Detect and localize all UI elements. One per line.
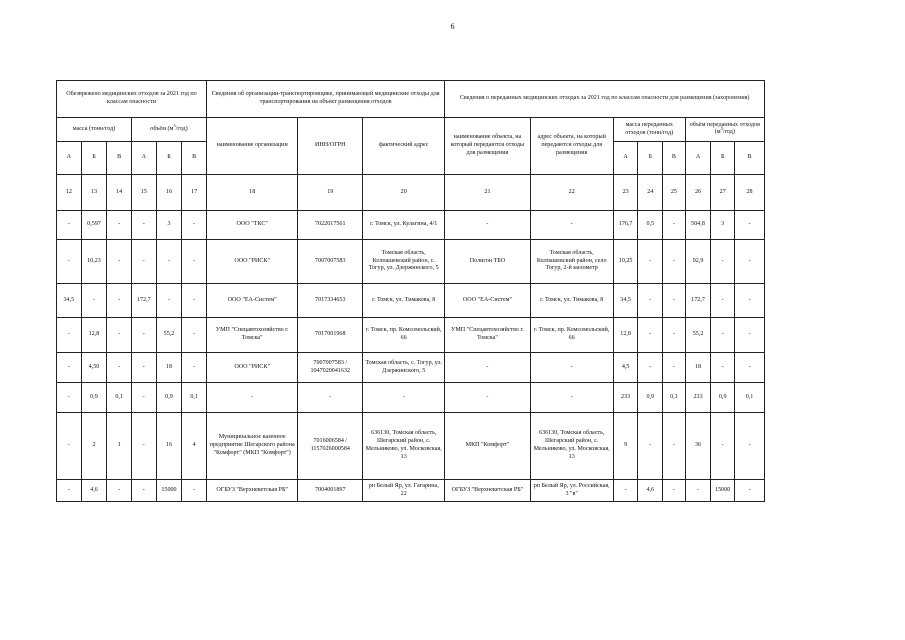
table-cell: -: [663, 480, 686, 502]
table-cell: -: [530, 353, 613, 383]
table-cell: -: [711, 413, 735, 480]
column-number: 24: [638, 175, 663, 211]
table-row: [57, 318, 765, 353]
table-cell: -: [663, 211, 686, 240]
table-cell: г. Томск, ул. Кулагина, 4/1: [363, 211, 445, 240]
table-cell: -: [735, 318, 765, 353]
table-cell: -: [735, 240, 765, 284]
table-cell: -: [131, 383, 156, 413]
table-cell: -: [57, 413, 82, 480]
class-cell: Б: [638, 142, 663, 175]
table-cell: Муниципальное казенное предприятие Шегарского района "Комфорт" (МКП "Комфорт"): [206, 413, 297, 480]
column-number: 20: [363, 175, 445, 211]
table-cell: -: [613, 480, 638, 502]
table-cell: 172,7: [131, 284, 156, 318]
table-cell: 636130, Томская область, Шегарский район, с. Мельниково, ул. Московская, 13: [363, 413, 445, 480]
header-inn: ИНН/ОГРН: [298, 118, 363, 175]
table-cell: 172,7: [685, 284, 711, 318]
table-cell: 504,8: [685, 211, 711, 240]
column-number: 25: [663, 175, 686, 211]
table-cell: -: [663, 413, 686, 480]
table-cell: -: [735, 284, 765, 318]
table-cell: г. Томск, пр. Комсомольский, 66: [363, 318, 445, 353]
table-cell: -: [445, 353, 530, 383]
page-number: 6: [450, 22, 455, 31]
table-cell: -: [57, 480, 82, 502]
table-cell: -: [57, 353, 82, 383]
table-cell: г. Томск, ул. Тимакова, 8: [363, 284, 445, 318]
table-cell: рп Белый Яр, ул. Гагарина, 22: [363, 480, 445, 502]
table-cell: 34,5: [613, 284, 638, 318]
table-cell: МКП "Комфорт": [445, 413, 530, 480]
table-cell: 16: [156, 413, 182, 480]
table-cell: -: [711, 284, 735, 318]
table-cell: -: [107, 211, 132, 240]
header-disposed: Обезврежено медицинских отходов за 2021 год по классам опасности: [57, 81, 207, 118]
table-cell: -: [131, 480, 156, 502]
column-number: 21: [445, 175, 530, 211]
table-cell: 0,1: [107, 383, 132, 413]
table-cell: 4,5: [613, 353, 638, 383]
column-number-row: [57, 175, 765, 211]
class-cell: В: [182, 142, 207, 175]
table-cell: 10,25: [613, 240, 638, 284]
table-cell: -: [638, 318, 663, 353]
table-cell: 36: [685, 413, 711, 480]
table-cell: -: [711, 240, 735, 284]
column-number: 27: [711, 175, 735, 211]
table-cell: -: [131, 353, 156, 383]
table-cell: -: [206, 383, 297, 413]
table-cell: -: [735, 211, 765, 240]
table-cell: г. Томск, пр. Комсомольский, 66: [530, 318, 613, 353]
table-cell: -: [530, 211, 613, 240]
table-cell: -: [57, 318, 82, 353]
table-cell: УМП "Спецавтохозяйство г. Томска": [206, 318, 297, 353]
table-cell: -: [638, 413, 663, 480]
table-cell: 3: [156, 211, 182, 240]
table-cell: 7007007583: [298, 240, 363, 284]
table-cell: 15000: [711, 480, 735, 502]
class-cell: В: [735, 142, 765, 175]
table-cell: -: [182, 353, 207, 383]
table-cell: УМП "Спецавтохозяйство г. Томска": [445, 318, 530, 353]
table-cell: -: [182, 211, 207, 240]
table-cell: рп Белый Яр, ул. Российская, 3 "в": [530, 480, 613, 502]
table-cell: 233: [613, 383, 638, 413]
table-cell: 18: [156, 353, 182, 383]
table-cell: -: [182, 284, 207, 318]
table-cell: -: [663, 240, 686, 284]
table-cell: 0,1: [735, 383, 765, 413]
table-row: [57, 353, 765, 383]
table-cell: 7007007583 / 1047020041632: [298, 353, 363, 383]
table-cell: -: [663, 318, 686, 353]
table-cell: ОГБУЗ "Верхнекетская РБ": [206, 480, 297, 502]
table-cell: -: [638, 284, 663, 318]
table-cell: -: [57, 383, 82, 413]
header-transferred-volume: объём переданных отходов $(м^3/год)$: [685, 118, 764, 142]
table-cell: 176,7: [613, 211, 638, 240]
table-cell: -: [445, 211, 530, 240]
table-cell: ООО "РИСК": [206, 353, 297, 383]
header-transporter: Сведения об организации-транспортировщике, принимающей медицинские отходы для транспортирования на объект размещения отходов: [206, 81, 444, 118]
table-cell: 636130, Томская область, Шегарский район, с. Мельниково, ул. Московская, 13: [530, 413, 613, 480]
table-row: [57, 383, 765, 413]
table-cell: 0,9: [638, 383, 663, 413]
header-org-name: наименование организации: [206, 118, 297, 175]
class-cell: А: [613, 142, 638, 175]
table-cell: -: [711, 353, 735, 383]
class-cell: А: [685, 142, 711, 175]
table-cell: -: [131, 413, 156, 480]
table-cell: -: [156, 284, 182, 318]
table-row: [57, 240, 765, 284]
table-cell: -: [663, 284, 686, 318]
table-cell: 7017001968: [298, 318, 363, 353]
column-number: 26: [685, 175, 711, 211]
table-cell: Полигон ТБО: [445, 240, 530, 284]
table-cell: -: [735, 413, 765, 480]
table-row: [57, 211, 765, 240]
table-cell: -: [156, 240, 182, 284]
table-cell: 3: [711, 211, 735, 240]
table-cell: 55,2: [685, 318, 711, 353]
table-cell: 55,2: [156, 318, 182, 353]
table-cell: 7017334653: [298, 284, 363, 318]
table-cell: ООО "ЕА-Систем": [206, 284, 297, 318]
header-mass: масса (тонн/год): [57, 118, 132, 142]
table-cell: ООО "РИСК": [206, 240, 297, 284]
column-number: 28: [735, 175, 765, 211]
table-cell: 9: [613, 413, 638, 480]
table-cell: 233: [685, 383, 711, 413]
table-cell: -: [711, 318, 735, 353]
table-cell: -: [182, 240, 207, 284]
table-cell: -: [57, 240, 82, 284]
column-number: 14: [107, 175, 132, 211]
header-object-name: наименование объекта, на который передаются отходы для размещения: [445, 118, 530, 175]
table-cell: -: [530, 383, 613, 413]
column-number: 22: [530, 175, 613, 211]
table-cell: Томская область, Колпашевский район, село Тогур, 2-й километр: [530, 240, 613, 284]
class-cell: А: [57, 142, 82, 175]
table-cell: 7016006584 / 1157026000584: [298, 413, 363, 480]
table-cell: 0,597: [81, 211, 107, 240]
table-cell: Томская область, с. Тогур, ул. Дзержинского, 5: [363, 353, 445, 383]
class-cell: Б: [711, 142, 735, 175]
table-cell: -: [663, 353, 686, 383]
table-cell: г. Томск, ул. Тимакова, 8: [530, 284, 613, 318]
table-cell: -: [107, 240, 132, 284]
table-cell: 4,6: [638, 480, 663, 502]
table-cell: 1: [107, 413, 132, 480]
column-number: 16: [156, 175, 182, 211]
table-row: [57, 413, 765, 480]
table-cell: -: [182, 318, 207, 353]
table-cell: -: [107, 318, 132, 353]
table-cell: -: [298, 383, 363, 413]
class-cell: А: [131, 142, 156, 175]
class-cell: В: [663, 142, 686, 175]
column-number: 19: [298, 175, 363, 211]
table-cell: 0,9: [711, 383, 735, 413]
table-cell: -: [81, 284, 107, 318]
table-cell: 0,9: [81, 383, 107, 413]
table-cell: 18: [685, 353, 711, 383]
table-cell: 12,8: [613, 318, 638, 353]
header-row-subgroups: [57, 118, 765, 142]
table-cell: -: [445, 383, 530, 413]
header-object-address: адрес объекта, на который передаются отходы для размещения: [530, 118, 613, 175]
table-cell: 2: [81, 413, 107, 480]
header-transferred-mass: масса переданных отходов (тонн/год): [613, 118, 685, 142]
class-cell: В: [107, 142, 132, 175]
table-cell: Томская область, Колпашевский район, с. Тогур, ул. Дзержинского, 5: [363, 240, 445, 284]
table-cell: -: [638, 353, 663, 383]
table-cell: -: [107, 353, 132, 383]
medical-waste-table: [56, 80, 765, 502]
table-cell: 0,1: [663, 383, 686, 413]
table-cell: -: [107, 480, 132, 502]
table-cell: 4,6: [81, 480, 107, 502]
table-cell: -: [363, 383, 445, 413]
column-number: 12: [57, 175, 82, 211]
column-number: 23: [613, 175, 638, 211]
table-cell: ООО "ТКС": [206, 211, 297, 240]
table-cell: 7004001897: [298, 480, 363, 502]
table-cell: 10,23: [81, 240, 107, 284]
table-cell: 0,5: [638, 211, 663, 240]
column-number: 17: [182, 175, 207, 211]
column-number: 15: [131, 175, 156, 211]
table-cell: ООО "ЕА-Систем": [445, 284, 530, 318]
header-actual-address: фактический адрес: [363, 118, 445, 175]
table-cell: -: [182, 480, 207, 502]
table-cell: 7022017561: [298, 211, 363, 240]
table-cell: -: [131, 240, 156, 284]
class-cell: Б: [81, 142, 107, 175]
table-row: [57, 284, 765, 318]
table-cell: -: [638, 240, 663, 284]
column-number: 13: [81, 175, 107, 211]
table-cell: 34,5: [57, 284, 82, 318]
header-row-groups: [57, 81, 765, 118]
header-volume: объём $(м^3/год)$: [131, 118, 206, 142]
table-cell: -: [131, 211, 156, 240]
table-cell: 12,8: [81, 318, 107, 353]
table-cell: -: [685, 480, 711, 502]
table-row: [57, 480, 765, 502]
table-cell: 0,1: [182, 383, 207, 413]
table-cell: -: [107, 284, 132, 318]
header-transferred: Сведения о переданных медицинских отходах за 2021 год по классам опасности для размещения (захоронения): [445, 81, 765, 118]
column-number: 18: [206, 175, 297, 211]
table-cell: -: [131, 318, 156, 353]
table-cell: 92,9: [685, 240, 711, 284]
table-cell: -: [735, 480, 765, 502]
class-cell: Б: [156, 142, 182, 175]
table-cell: -: [735, 353, 765, 383]
table-cell: 0,9: [156, 383, 182, 413]
table-cell: -: [57, 211, 82, 240]
table-cell: 15000: [156, 480, 182, 502]
table-cell: 4: [182, 413, 207, 480]
table-cell: 4,50: [81, 353, 107, 383]
table-cell: ОГБУЗ "Верхнекетская РБ": [445, 480, 530, 502]
